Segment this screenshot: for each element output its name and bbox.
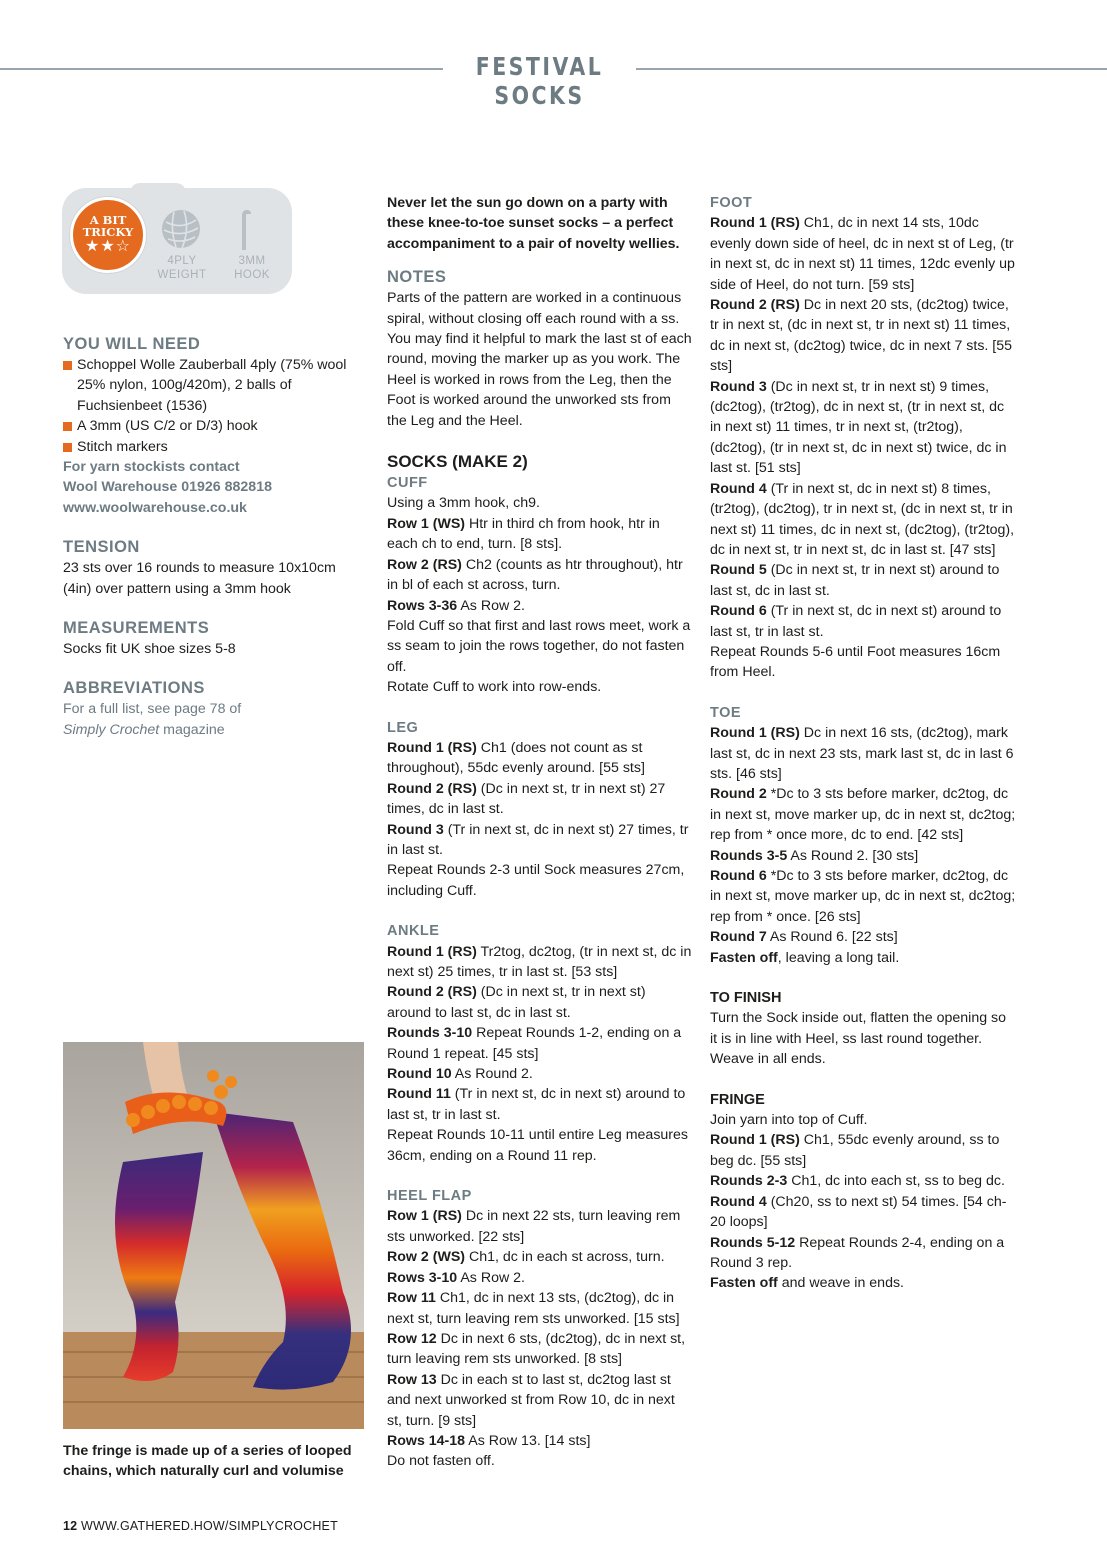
pattern-row	[710, 1273, 1016, 1293]
tension-heading: TENSION	[63, 538, 140, 557]
to-finish-heading: TO FINISH	[710, 990, 782, 1007]
pattern-row	[387, 1431, 692, 1451]
crochet-hook-icon	[233, 206, 259, 252]
foot-heading: FOOT	[710, 195, 753, 211]
row-text: Fold Cuff so that first and last rows meet, work a ss seam to join the rows together, do not fasten off.	[387, 617, 691, 675]
row-label: Round 4	[710, 1193, 767, 1210]
foot-rows	[710, 213, 1016, 682]
row-text: As Row 2.	[457, 1269, 526, 1286]
row-text: Ch1, dc in next 13 sts, (dc2tog), dc in next st, turn leaving rem sts unworked. [15 sts]	[387, 1290, 680, 1327]
row-text: and weave in ends.	[777, 1275, 904, 1292]
row-label: Row 1 (RS)	[387, 1208, 462, 1225]
row-text: Repeat Rounds 1-2, ending on a Round 1 repeat. [45 sts]	[387, 1025, 682, 1062]
row-text: Repeat Rounds 2-4, ending on a Round 3 rep.	[710, 1234, 1005, 1271]
row-text: (Dc in next st, tr in next st) 9 times, (dc2tog), (tr2tog), dc in next st, (tr in next st, dc in next st) 11 times, tr in next st, (tr2tog), (dc2tog), (tr in next st, dc in next st) twice, dc in last st. [51 sts]	[710, 378, 1007, 477]
yarn-ball-icon	[160, 208, 202, 250]
difficulty-line1: A BIT	[89, 213, 127, 227]
pattern-row	[710, 1110, 1016, 1130]
row-label: Round 2 (RS)	[387, 780, 477, 797]
to-finish-text: Turn the Sock inside out, flatten the opening so it is in line with Heel, ss last round together. Weave in all ends.	[710, 1010, 1007, 1068]
row-label: Rows 3-10	[387, 1269, 458, 1286]
row-label: Round 1 (RS)	[710, 215, 800, 232]
list-item: Stitch markers	[63, 437, 353, 457]
cuff-heading: CUFF	[387, 475, 428, 492]
row-text: Ch1, dc into each st, ss to beg dc.	[787, 1173, 1005, 1190]
cuff-rows	[387, 493, 692, 697]
photo-caption: The fringe is made up of a series of looped chains, which naturally curl and volumise	[63, 1443, 352, 1480]
pattern-row	[387, 860, 692, 901]
pattern-row	[387, 1084, 692, 1125]
row-label: Row 13	[387, 1371, 437, 1388]
row-label: Round 4	[710, 480, 767, 497]
heel-flap-rows	[387, 1206, 692, 1471]
footer-url[interactable]: WWW.GATHERED.HOW/SIMPLYCROCHET	[81, 1519, 338, 1533]
stockists-link[interactable]: www.woolwarehouse.co.uk	[63, 499, 247, 516]
pattern-row	[710, 1171, 1016, 1191]
notes-heading: NOTES	[387, 268, 447, 287]
row-label: Row 11	[387, 1290, 436, 1307]
pattern-row	[387, 1268, 692, 1288]
toe-heading: TOE	[710, 704, 742, 721]
pattern-row	[710, 948, 1016, 968]
row-text: Ch1, 55dc evenly around, ss to beg dc. [55 sts]	[710, 1132, 1000, 1169]
pattern-row	[387, 982, 692, 1023]
row-label: Fasten off	[710, 949, 778, 966]
row-text: Dc in next 22 sts, turn leaving rem sts unworked. [22 sts]	[387, 1208, 681, 1245]
pattern-row	[710, 723, 1016, 784]
row-label: Round 3	[710, 378, 767, 395]
middle-column	[387, 193, 692, 1472]
row-text: (Tr in next st, dc in next st) 27 times, tr in last st.	[387, 821, 689, 858]
header-rule-left	[0, 68, 443, 70]
row-text: Do not fasten off.	[387, 1453, 495, 1470]
pattern-row	[710, 1130, 1016, 1171]
pattern-row	[710, 866, 1016, 927]
row-text: Htr in third ch from hook, htr in each ch to end, turn. [8 sts].	[387, 515, 660, 553]
row-label: Rows 3-36	[387, 597, 458, 614]
row-label: Round 1 (RS)	[387, 943, 477, 960]
pattern-row	[710, 479, 1016, 561]
pattern-row	[710, 846, 1016, 866]
pattern-row	[387, 555, 692, 596]
heel-flap-heading: HEEL FLAP	[387, 1188, 472, 1205]
row-text: (Tr in next st, dc in next st) around to last st, tr in last st.	[387, 1086, 686, 1123]
pattern-row	[387, 1206, 692, 1247]
pattern-row	[387, 1370, 692, 1431]
row-text: As Row 13. [14 sts]	[465, 1432, 591, 1449]
row-label: Round 10	[387, 1066, 452, 1083]
row-label: Rows 14-18	[387, 1432, 466, 1449]
row-text: Join yarn into top of Cuff.	[710, 1112, 868, 1129]
pattern-row	[387, 1023, 692, 1064]
pattern-row	[710, 560, 1016, 601]
yarn-weight-label: 4PLY WEIGHT	[157, 255, 207, 281]
leg-rows	[387, 738, 692, 901]
row-text: As Row 2.	[457, 597, 526, 614]
pattern-row	[387, 738, 692, 779]
list-item: Schoppel Wolle Zauberball 4ply (75% wool 25% nylon, 100g/420m), 2 balls of Fuchsienbeet (1536)	[63, 355, 353, 416]
pattern-row	[710, 1192, 1016, 1233]
notes-text: Parts of the pattern are worked in a continuous spiral, without closing off each round with a ss. You may find it helpful to mark the last st of each round, moving the marker up as you work. The Heel is worked in rows from the Leg, then the Foot is worked around the unworked sts from the Leg and the Heel.	[387, 290, 692, 429]
pattern-row	[387, 1288, 692, 1329]
pattern-row	[710, 927, 1016, 947]
pattern-row	[710, 784, 1016, 845]
row-text: Tr2tog, dc2tog, (tr in next st, dc in next st) 25 times, tr in last st. [53 sts]	[387, 943, 692, 980]
pattern-row	[387, 1247, 692, 1267]
row-label: Rounds 2-3	[710, 1173, 788, 1190]
list-item: A 3mm (US C/2 or D/3) hook	[63, 416, 353, 436]
row-label: Round 2 (RS)	[710, 297, 800, 314]
page-number: 12	[63, 1519, 78, 1533]
row-label: Round 2 (RS)	[387, 984, 477, 1001]
row-label: Rounds 3-10	[387, 1025, 473, 1042]
pattern-row	[710, 295, 1016, 377]
row-text: As Round 2. [30 sts]	[787, 847, 919, 864]
row-text: Repeat Rounds 2-3 until Sock measures 27cm, including Cuff.	[387, 862, 685, 899]
row-label: Round 7	[710, 929, 767, 946]
fringe-rows	[710, 1110, 1016, 1294]
measurements-heading: MEASUREMENTS	[63, 619, 210, 638]
pattern-row	[387, 616, 692, 677]
pattern-row	[710, 213, 1016, 295]
header-rule-right	[636, 68, 1107, 70]
fringe-heading: FRINGE	[710, 1091, 765, 1108]
toe-rows	[710, 723, 1016, 968]
row-label: Round 5	[710, 562, 767, 579]
row-text: (Dc in next st, tr in next st) around to last st, dc in last st.	[387, 984, 646, 1021]
row-label: Round 6	[710, 868, 767, 884]
ankle-heading: ANKLE	[387, 923, 440, 940]
row-label: Round 3	[387, 821, 444, 838]
row-text: Dc in next 6 sts, (dc2tog), dc in next st, turn leaving rem sts unworked. [8 sts]	[387, 1330, 686, 1368]
row-text: (Dc in next st, tr in next st) around to last st, dc in last st.	[710, 562, 1000, 599]
intro-text: Never let the sun go down on a party with these knee-to-toe sunset socks – a perfect accompaniment to a pair of novelty wellies.	[387, 195, 680, 252]
abbreviations-heading: ABBREVIATIONS	[63, 679, 205, 698]
pattern-row	[387, 1064, 692, 1084]
pattern-row	[387, 493, 692, 513]
socks-photo	[63, 1042, 364, 1429]
row-text: Repeat Rounds 5-6 until Foot measures 16cm from Heel.	[710, 643, 1001, 681]
row-text: Ch2 (counts as htr throughout), htr in bl of each st across, turn.	[387, 556, 683, 594]
row-label: Row 1 (WS)	[387, 515, 466, 532]
row-text: Dc in each st to last st, dc2tog last st and next unworked st from Row 10, dc in next st, turn. [9 sts]	[387, 1371, 675, 1429]
pattern-row	[387, 1329, 692, 1370]
row-text: As Round 2.	[451, 1066, 533, 1083]
socks-heading: SOCKS (MAKE 2)	[387, 452, 528, 472]
row-label: Rounds 5-12	[710, 1234, 796, 1251]
row-label: Row 2 (RS)	[387, 556, 462, 573]
row-text: Ch1 (does not count as st throughout), 55dc evenly around. [55 sts]	[387, 739, 645, 777]
row-text: *Dc to 3 sts before marker, dc2tog, dc in next st, move marker up, dc in next st, dc2tog; rep from * once more, dc to end. [42 sts]	[710, 786, 1016, 844]
you-will-need-heading: YOU WILL NEED	[63, 335, 201, 353]
row-text: Rotate Cuff to work into row-ends.	[387, 679, 602, 696]
abbreviations-text: For a full list, see page 78 of Simply Crochet magazine	[63, 701, 242, 738]
row-text: (Dc in next st, tr in next st) 27 times, dc in last st.	[387, 780, 666, 818]
row-label: Round 6	[710, 603, 767, 620]
row-text: Dc in next 20 sts, (dc2tog) twice, tr in next st, (dc in next st, tr in next st) 11 times, dc in next st, (dc2tog) twice, dc in next 7 sts. [55 sts]	[710, 297, 1013, 375]
row-text: Ch1, dc in each st across, turn.	[465, 1249, 665, 1266]
measurements-text: Socks fit UK shoe sizes 5-8	[63, 641, 236, 658]
pattern-row	[387, 942, 692, 983]
row-label: Row 12	[387, 1330, 437, 1347]
pattern-row	[387, 596, 692, 616]
row-text: (Tr in next st, dc in next st) 8 times, (tr2tog), (dc2tog), tr in next st, (dc in next st, tr in next st) 11 times, dc in next st, (dc2tog), (tr2tog), dc in next st, tr in next st, dc in last st. [47 sts]	[710, 480, 1015, 558]
difficulty-line2: TRICKY	[82, 225, 134, 239]
row-text: Ch1, dc in next 14 sts, 10dc evenly down side of heel, dc in next st of Leg, (tr in next st, dc in next st) 11 times, 12dc evenly up side of Heel, do not turn. [59 sts]	[710, 215, 1015, 293]
row-text: (Tr in next st, dc in next st) around to last st, tr in last st.	[710, 603, 1002, 640]
stockists-line: For yarn stockists contact	[63, 459, 240, 476]
row-label: Round 11	[387, 1086, 451, 1103]
ankle-rows	[387, 942, 692, 1166]
row-text: Dc in next 16 sts, (dc2tog), mark last st, dc in next 23 sts, mark last st, dc in last 6 sts. [46 sts]	[710, 725, 1014, 782]
row-label: Row 2 (WS)	[387, 1249, 466, 1266]
row-label: Round 2	[710, 786, 767, 803]
row-label: Fasten off	[710, 1275, 778, 1292]
hook-size-label: 3MM HOOK	[234, 255, 270, 281]
pattern-row	[387, 677, 692, 697]
tension-text: 23 sts over 16 rounds to measure 10x10cm (4in) over pattern using a 3mm hook	[63, 560, 336, 597]
pattern-row	[710, 377, 1016, 479]
page-title: FESTIVAL SOCKS	[475, 52, 604, 110]
pattern-row	[710, 1233, 1016, 1274]
difficulty-stars: ★★☆	[84, 238, 132, 255]
leg-heading: LEG	[387, 719, 419, 736]
pattern-row	[387, 514, 692, 555]
row-text: *Dc to 3 sts before marker, dc2tog, dc in next st, move marker up, dc in next st, dc2tog; rep from * once. [26 sts]	[710, 868, 1016, 925]
row-text: Using a 3mm hook, ch9.	[387, 495, 540, 512]
row-label: Rounds 3-5	[710, 847, 788, 864]
right-column	[710, 193, 1016, 1294]
stockists-phone: Wool Warehouse 01926 882818	[63, 479, 272, 496]
row-text: Repeat Rounds 10-11 until entire Leg measures 36cm, ending on a Round 11 rep.	[387, 1127, 689, 1164]
pattern-row	[387, 779, 692, 820]
row-text: (Ch20, ss to next st) 54 times. [54 ch-20 loops]	[710, 1193, 1007, 1231]
pattern-row	[387, 1125, 692, 1166]
difficulty-badge	[70, 197, 146, 273]
row-label: Round 1 (RS)	[387, 739, 477, 756]
left-column	[63, 333, 353, 740]
page-footer	[63, 1519, 338, 1533]
pattern-row	[710, 601, 1016, 642]
row-text: As Round 6. [22 sts]	[766, 929, 898, 946]
row-label: Round 1 (RS)	[710, 725, 800, 742]
row-label: Round 1 (RS)	[710, 1132, 800, 1149]
pattern-row	[710, 642, 1016, 683]
row-text: , leaving a long tail.	[777, 949, 900, 966]
pattern-row	[387, 1451, 692, 1471]
pattern-row	[387, 820, 692, 861]
